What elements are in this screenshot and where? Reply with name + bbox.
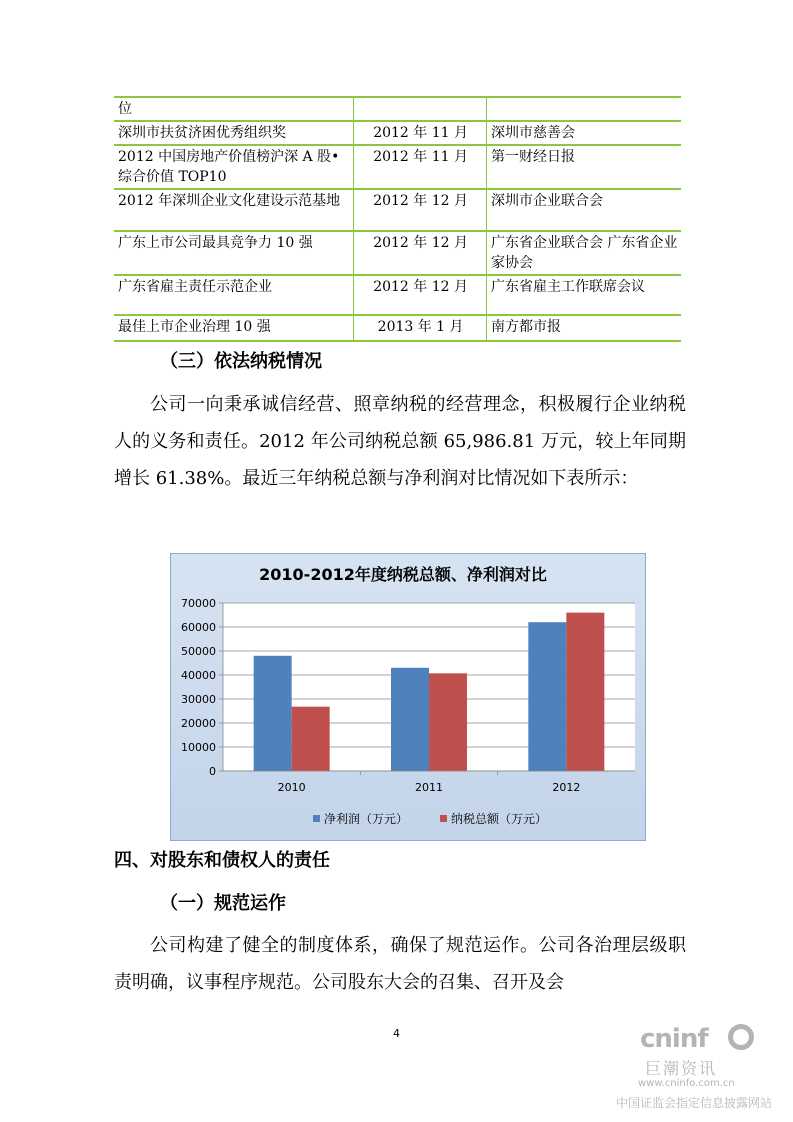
issuer-cell: 南方都市报 xyxy=(486,315,681,341)
awards-table xyxy=(114,96,681,342)
legend-swatch xyxy=(313,815,320,822)
y-tick-label: 0 xyxy=(209,765,216,778)
table-row xyxy=(114,145,681,189)
y-tick-label: 60000 xyxy=(181,621,216,634)
table-row xyxy=(114,231,681,275)
table-row xyxy=(114,121,681,145)
award-cell: 深圳市扶贫济困优秀组织奖 xyxy=(114,121,354,145)
tax-paragraph: 公司一向秉承诚信经营、照章纳税的经营理念，积极履行企业纳税人的义务和责任。2012 年公司纳税总额 65,986.81 万元，较上年同期增长 61.38%。最近三年纳税总额与净利润对比情况如下表所示： xyxy=(114,394,686,489)
table-row xyxy=(114,97,681,121)
award-cell: 2012 年深圳企业文化建设示范基地 xyxy=(114,189,354,231)
table-row xyxy=(114,275,681,315)
watermark-logo-text: cninf xyxy=(640,1024,708,1054)
award-cell: 2012 中国房地产价值榜沪深 A 股•综合价值 TOP10 xyxy=(114,145,354,189)
x-tick-label: 2012 xyxy=(552,781,581,794)
tax-profit-chart xyxy=(170,553,646,841)
issuer-cell: 深圳市慈善会 xyxy=(486,121,681,145)
x-tick-label: 2011 xyxy=(415,781,443,794)
shareholder-section-heading: 四、对股东和债权人的责任 xyxy=(114,850,330,871)
issuer-cell: 广东省雇主工作联席会议 xyxy=(486,275,681,315)
award-cell: 位 xyxy=(114,97,354,121)
watermark-url: www.cninfo.com.cn xyxy=(638,1078,735,1089)
table-row xyxy=(114,315,681,341)
y-tick-label: 10000 xyxy=(181,741,216,754)
tax-section-heading: （三）依法纳税情况 xyxy=(160,351,322,372)
page-number: 4 xyxy=(393,1027,400,1040)
issuer-cell: 广东省企业联合会 广东省企业家协会 xyxy=(486,231,681,275)
x-tick-label: 2010 xyxy=(277,781,306,794)
legend-label: 净利润（万元） xyxy=(324,812,409,826)
chart-title: 2010-2012年度纳税总额、净利润对比 xyxy=(259,565,547,584)
date-cell: 2012 年 11 月 xyxy=(354,145,487,189)
bar-2012-tax-total xyxy=(566,613,604,771)
y-tick-label: 30000 xyxy=(181,693,216,706)
cninfo-watermark xyxy=(600,1018,780,1113)
award-cell: 广东上市公司最具竞争力 10 强 xyxy=(114,231,354,275)
table-row xyxy=(114,189,681,231)
watermark-name: 巨潮资讯 xyxy=(645,1059,718,1078)
cninfo-logo-icon xyxy=(728,1024,754,1050)
bar-2012-net-profit xyxy=(528,622,566,771)
award-cell: 广东省雇主责任示范企业 xyxy=(114,275,354,315)
awards-table-body xyxy=(114,97,681,341)
date-cell: 2012 年 12 月 xyxy=(354,189,487,231)
y-tick-label: 40000 xyxy=(181,669,216,682)
date-cell: 2012 年 12 月 xyxy=(354,231,487,275)
issuer-cell: 第一财经日报 xyxy=(486,145,681,189)
date-cell: 2012 年 11 月 xyxy=(354,121,487,145)
date-cell xyxy=(354,97,487,121)
issuer-cell xyxy=(486,97,681,121)
governance-subheading: （一）规范运作 xyxy=(160,893,286,914)
legend-label: 纳税总额（万元） xyxy=(451,812,548,826)
bar-2011-tax-total xyxy=(429,673,467,771)
date-cell: 2012 年 12 月 xyxy=(354,275,487,315)
governance-paragraph: 公司构建了健全的制度体系，确保了规范运作。公司各治理层级职责明确，议事程序规范。公司股东大会的召集、召开及会 xyxy=(114,935,686,993)
date-cell: 2013 年 1 月 xyxy=(354,315,487,341)
issuer-cell: 深圳市企业联合会 xyxy=(486,189,681,231)
bar-2010-net-profit xyxy=(254,656,292,771)
y-tick-label: 20000 xyxy=(181,717,216,730)
legend-swatch xyxy=(440,815,447,822)
y-tick-label: 70000 xyxy=(181,597,216,610)
bar-2011-net-profit xyxy=(391,668,429,771)
award-cell: 最佳上市企业治理 10 强 xyxy=(114,315,354,341)
y-tick-label: 50000 xyxy=(181,645,216,658)
watermark-description: 中国证监会指定信息披露网站 xyxy=(616,1096,773,1110)
bar-2010-tax-total xyxy=(292,707,330,771)
